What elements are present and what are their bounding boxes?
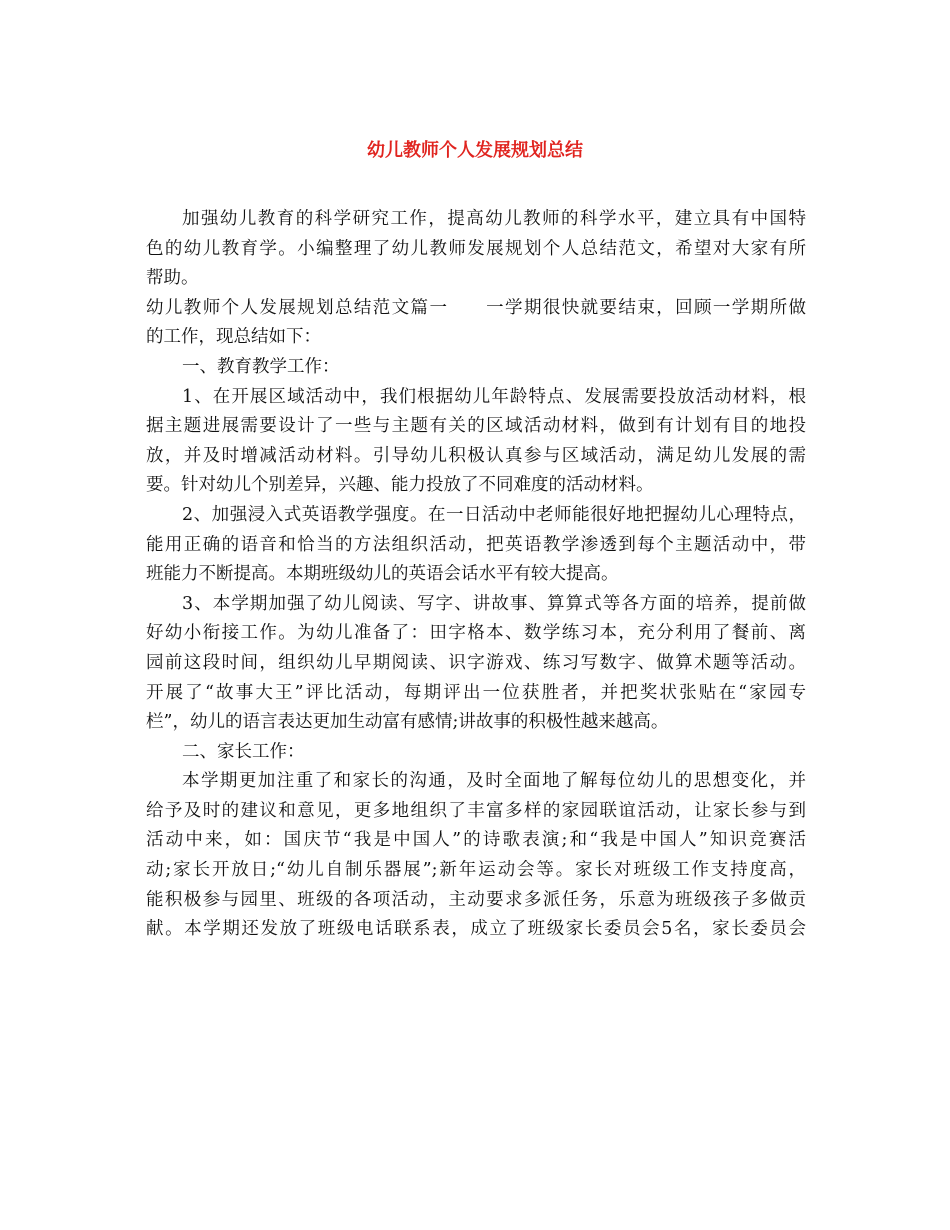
text-line: 二、家长工作： xyxy=(182,741,305,762)
text-line: 献。本学期还发放了班级电话联系表，成立了班级家长委员会5名，家长委员会 xyxy=(146,919,806,940)
text-line: 能积极参与园里、班级的各项活动，主动要求多派任务，乐意为班级孩子多做贡 xyxy=(146,889,806,910)
text-line: 的工作，现总结如下： xyxy=(146,327,321,348)
text-line: 2、加强浸入式英语教学强度。在一日活动中老师能很好地把握幼儿心理特点， xyxy=(182,504,806,525)
text-line: 能用正确的语音和恰当的方法组织活动，把英语教学渗透到每个主题活动中，带 xyxy=(146,534,806,555)
text-line: 帮助。 xyxy=(146,268,199,289)
text-line: 好幼小衔接工作。为幼儿准备了：田字格本、数学练习本，充分利用了餐前、离 xyxy=(146,623,806,644)
text-line: 园前这段时间，组织幼儿早期阅读、识字游戏、练习写数字、做算术题等活动。 xyxy=(146,652,806,673)
text-line: 幼儿教师个人发展规划总结范文篇一 一学期很快就要结束，回顾一学期所做 xyxy=(146,297,806,318)
text-line: 加强幼儿教育的科学研究工作，提高幼儿教师的科学水平，建立具有中国特 xyxy=(182,209,806,229)
text-line: 动;家长开放日;“幼儿自制乐器展”;新年运动会等。家长对班级工作支持度高， xyxy=(146,860,806,881)
text-line: 开展了“故事大王”评比活动，每期评出一位获胜者，并把奖状张贴在“家园专 xyxy=(146,682,806,703)
document-body xyxy=(146,205,806,945)
text-line: 1、在开展区域活动中，我们根据幼儿年龄特点、发展需要投放活动材料，根 xyxy=(182,386,806,407)
text-line: 一、教育教学工作： xyxy=(182,356,340,377)
text-line: 给予及时的建议和意见，更多地组织了丰富多样的家园联谊活动，让家长参与到 xyxy=(146,800,806,821)
text-line: 据主题进展需要设计了一些与主题有关的区域活动材料，做到有计划有目的地投 xyxy=(146,416,806,437)
text-line: 班能力不断提高。本期班级幼儿的英语会话水平有较大提高。 xyxy=(146,564,619,585)
text-line: 本学期更加注重了和家长的沟通，及时全面地了解每位幼儿的思想变化，并 xyxy=(182,771,806,792)
text-line: 栏”，幼儿的语言表达更加生动富有感情;讲故事的积极性越来越高。 xyxy=(146,712,669,733)
text-line: 活动中来，如：国庆节“我是中国人”的诗歌表演;和“我是中国人”知识竞赛活 xyxy=(146,830,806,851)
text-line: 放，并及时增减活动材料。引导幼儿积极认真参与区域活动，满足幼儿发展的需 xyxy=(146,445,806,466)
text-line: 色的幼儿教育学。小编整理了幼儿教师发展规划个人总结范文，希望对大家有所 xyxy=(146,238,806,259)
text-line: 要。针对幼儿个别差异，兴趣、能力投放了不同难度的活动材料。 xyxy=(146,475,654,496)
document-title: 幼儿教师个人发展规划总结 xyxy=(367,140,583,161)
text-line: 3、本学期加强了幼儿阅读、写字、讲故事、算算式等各方面的培养，提前做 xyxy=(182,593,806,614)
